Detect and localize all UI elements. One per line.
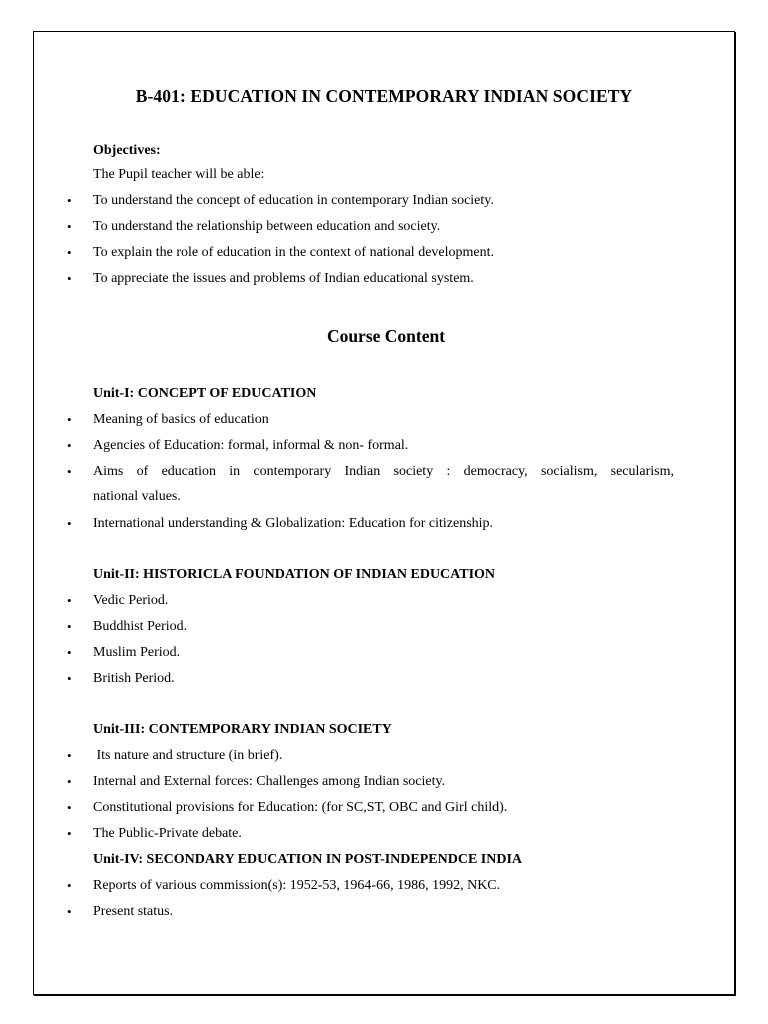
objective-text: To appreciate the issues and problems of Indian educational system. (93, 271, 474, 286)
bullet-icon: • (67, 516, 72, 531)
unit-item-text: Meaning of basics of education (93, 412, 269, 427)
bullet-icon: • (67, 245, 72, 260)
bullet-icon: • (67, 774, 72, 789)
objectives-heading: Objectives: (93, 143, 161, 158)
unit-item-text: Buddhist Period. (93, 619, 188, 634)
unit-item-text: Agencies of Education: formal, informal & non- formal. (93, 438, 409, 453)
unit-item-text: Aims of education in contemporary Indian society : democracy, socialism, secularism, (93, 464, 674, 479)
objectives-intro: The Pupil teacher will be able: (93, 167, 265, 182)
bullet-icon: • (67, 593, 72, 608)
objective-text: To explain the role of education in the context of national development. (93, 245, 495, 260)
unit-item-text: Its nature and structure (in brief). (93, 748, 283, 763)
unit-item-text: Internal and External forces: Challenges among Indian society. (93, 774, 446, 789)
bullet-icon: • (67, 438, 72, 453)
unit-heading: Unit-I: CONCEPT OF EDUCATION (93, 386, 317, 401)
bullet-icon: • (67, 800, 72, 815)
bullet-icon: • (67, 904, 72, 919)
unit-item-text: The Public-Private debate. (93, 826, 242, 841)
bullet-icon: • (67, 219, 72, 234)
unit-item-text: International understanding & Globalization: Education for citizenship. (93, 516, 494, 531)
bullet-icon: • (67, 878, 72, 893)
document-title: B-401: EDUCATION IN CONTEMPORARY INDIAN SOCIETY (135, 86, 633, 106)
bullet-icon: • (67, 748, 72, 763)
unit-heading: Unit-IV: SECONDARY EDUCATION IN POST-INDEPENDCE INDIA (93, 852, 523, 867)
bullet-icon: • (67, 193, 72, 208)
unit-item-text: Reports of various commission(s): 1952-53, 1964-66, 1986, 1992, NKC. (93, 878, 501, 893)
bullet-icon: • (67, 826, 72, 841)
unit-item-text: British Period. (93, 671, 175, 686)
unit-item-text: Vedic Period. (93, 593, 169, 608)
unit-heading: Unit-II: HISTORICLA FOUNDATION OF INDIAN EDUCATION (93, 567, 496, 582)
unit-item-continuation: national values. (93, 489, 181, 504)
unit-heading: Unit-III: CONTEMPORARY INDIAN SOCIETY (93, 722, 392, 737)
bullet-icon: • (67, 619, 72, 634)
bullet-icon: • (67, 412, 72, 427)
unit-item-text: Constitutional provisions for Education: (for SC,ST, OBC and Girl child). (93, 800, 508, 815)
course-content-heading: Course Content (326, 326, 446, 346)
objective-text: To understand the relationship between education and society. (93, 219, 441, 234)
unit-item-text: Muslim Period. (93, 645, 181, 660)
unit-item-text: Present status. (93, 904, 174, 919)
bullet-icon: • (67, 645, 72, 660)
objective-text: To understand the concept of education in contemporary Indian society. (93, 193, 494, 208)
bullet-icon: • (67, 464, 72, 479)
bullet-icon: • (67, 271, 72, 286)
bullet-icon: • (67, 671, 72, 686)
